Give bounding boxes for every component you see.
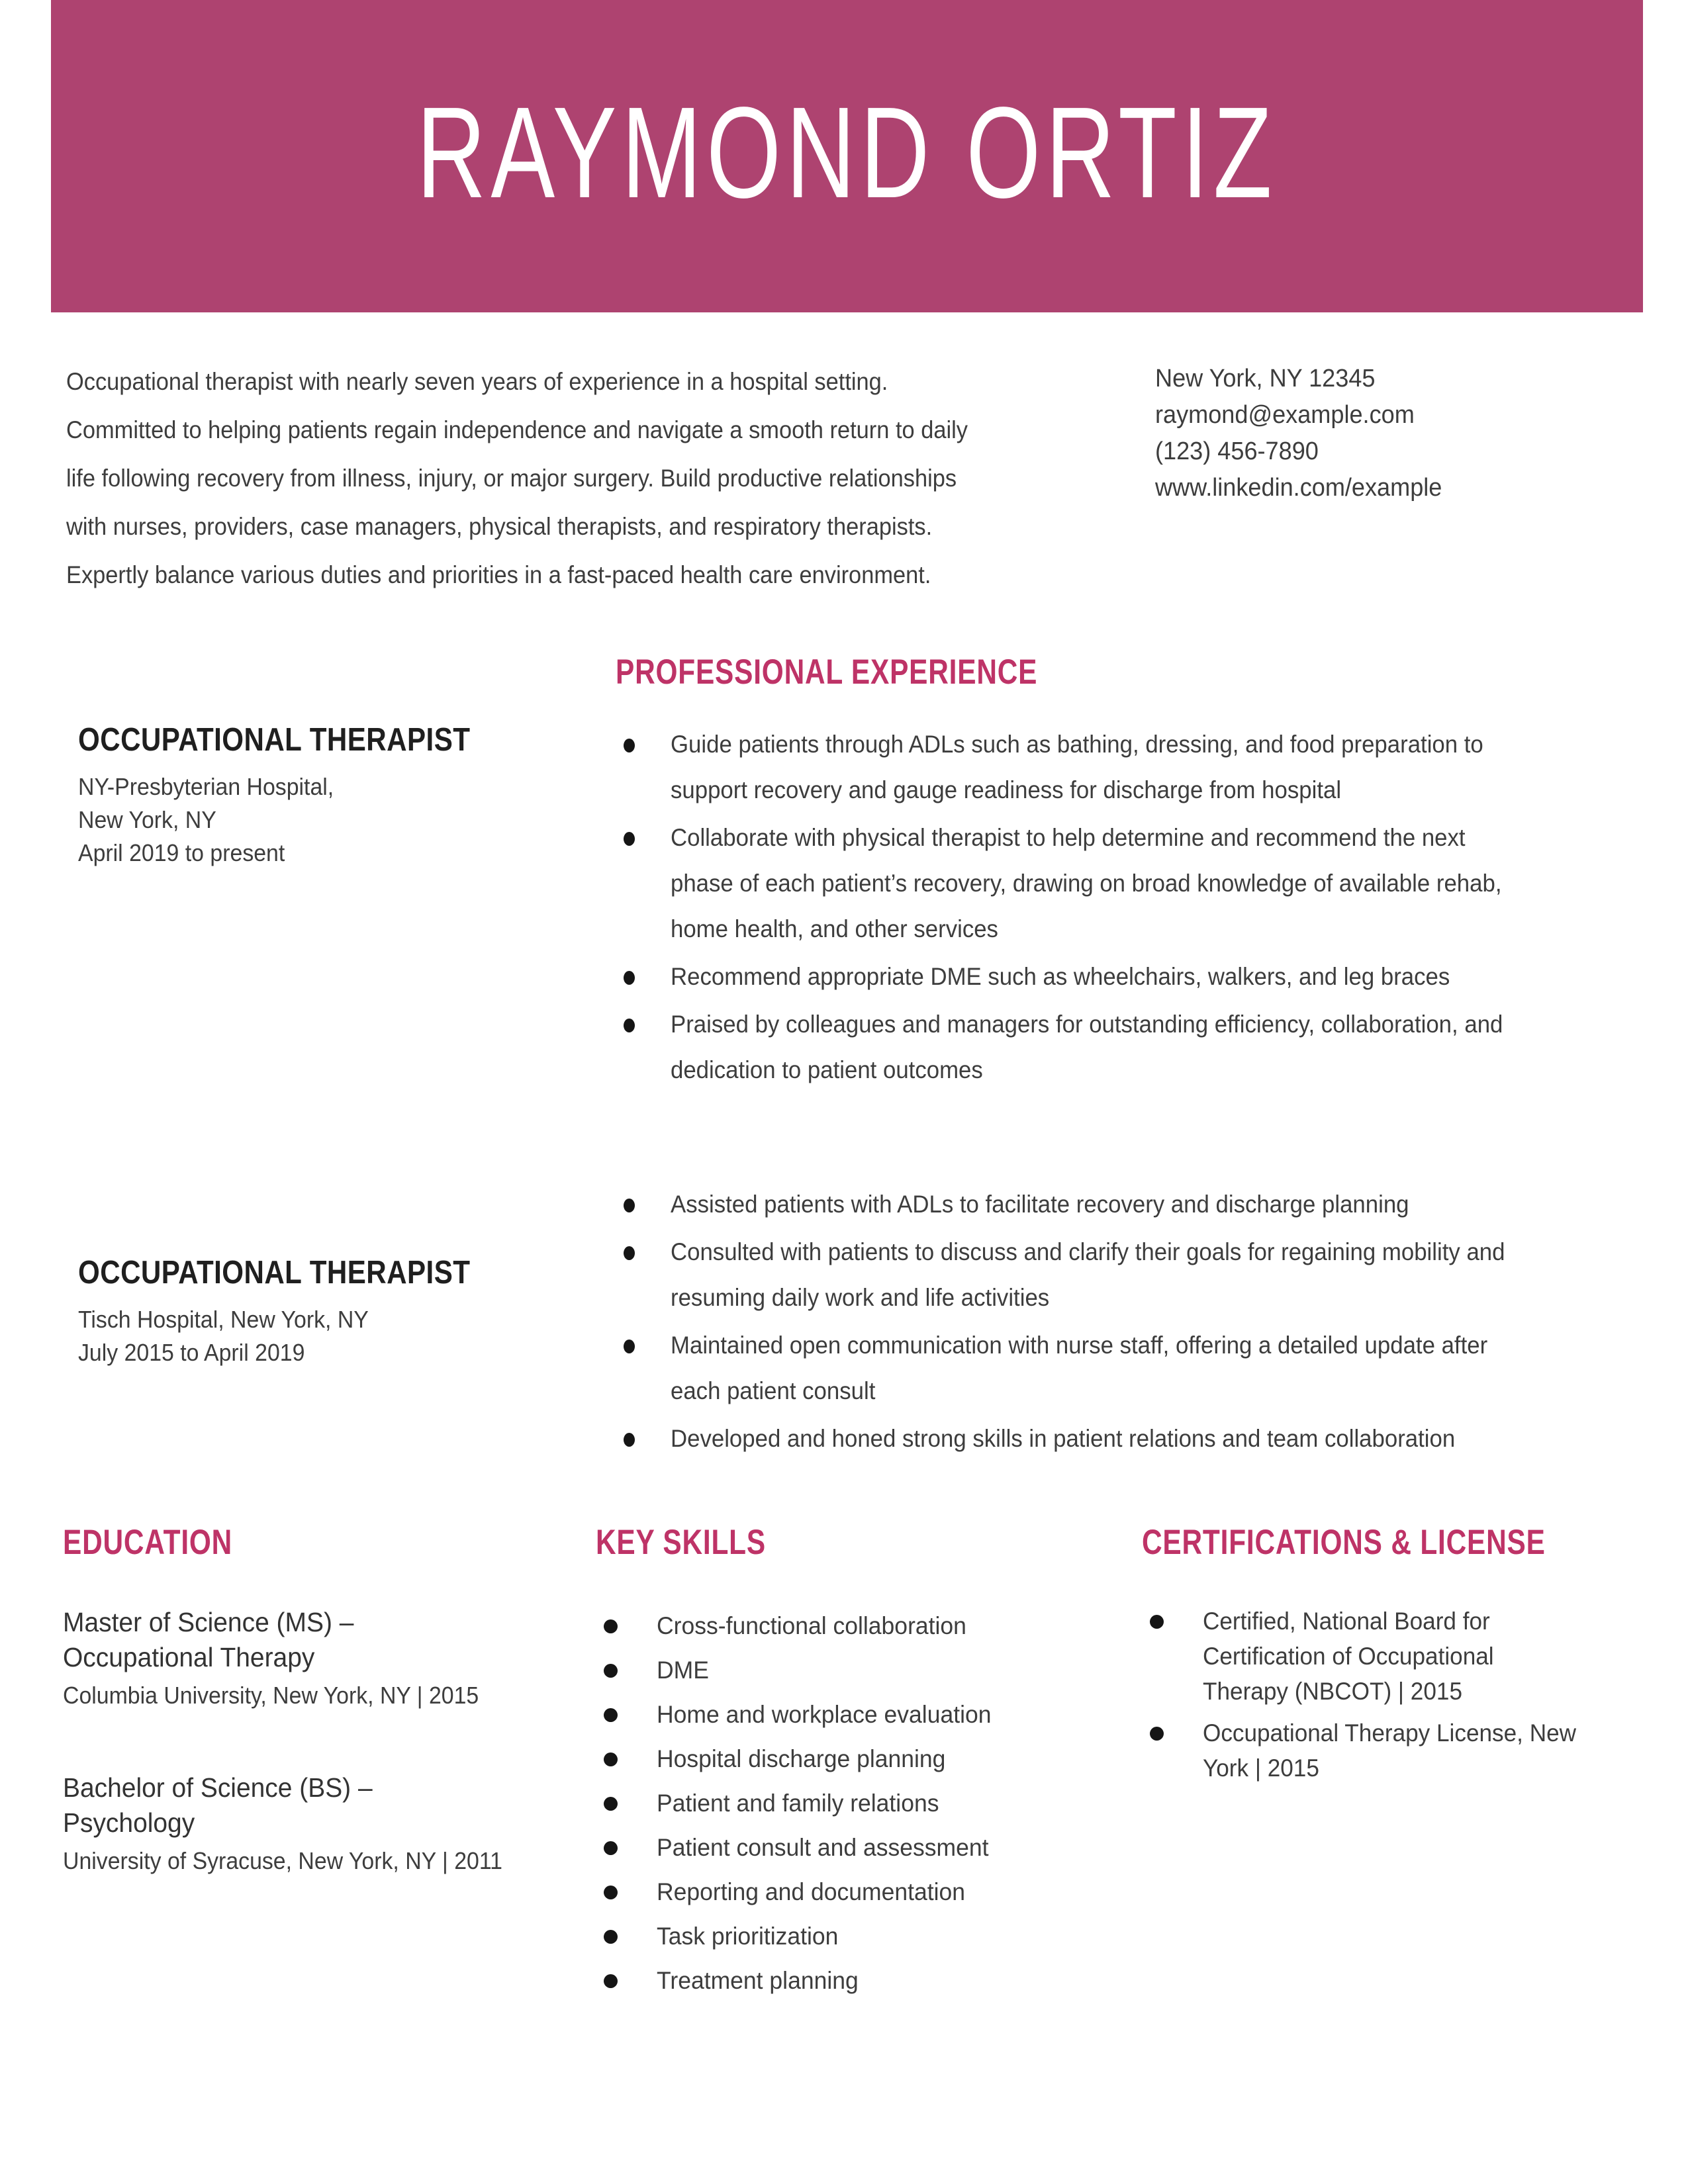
bullet-dot-icon bbox=[604, 1930, 618, 1944]
education-degree-line-1: Bachelor of Science (BS) – bbox=[63, 1772, 373, 1803]
education-school: Columbia University, New York, NY | 2015 bbox=[63, 1682, 479, 1709]
skill-label: Hospital discharge planning bbox=[657, 1745, 946, 1772]
skill-label: Reporting and documentation bbox=[657, 1878, 966, 1905]
skill-label: Task prioritization bbox=[657, 1923, 839, 1950]
list-item bbox=[596, 1914, 1125, 1958]
bullet-text: Recommend appropriate DME such as wheelchairs, walkers, and leg braces bbox=[671, 963, 1450, 990]
bullet-dot-icon bbox=[604, 1797, 618, 1811]
list-item bbox=[596, 1604, 1125, 1648]
summary-line: Occupational therapist with nearly seven years of experience in a hospital setting. bbox=[66, 368, 888, 395]
list-item bbox=[596, 1737, 1125, 1781]
bullet-dot-icon bbox=[604, 1841, 618, 1855]
list-item bbox=[596, 1825, 1125, 1870]
summary-line: with nurses, providers, case managers, physical therapists, and respiratory therapists. bbox=[66, 513, 933, 540]
education-degree-line-2: Psychology bbox=[63, 1807, 195, 1838]
summary-line: Committed to helping patients regain independence and navigate a smooth return to daily bbox=[66, 416, 968, 443]
list-item bbox=[596, 1692, 1125, 1737]
section-heading-professional-experience: PROFESSIONAL EXPERIENCE bbox=[616, 653, 1038, 692]
bullet-list bbox=[616, 1181, 1589, 1461]
section-heading-education: EDUCATION bbox=[63, 1523, 233, 1562]
list-item bbox=[596, 1958, 1125, 2003]
list-item bbox=[616, 815, 1589, 952]
job-title: OCCUPATIONAL THERAPIST bbox=[78, 1255, 471, 1291]
bullet-text: Guide patients through ADLs such as bathing, dressing, and food preparation to support recovery and gauge readiness for discharge from hospital bbox=[671, 731, 1483, 803]
summary-line: life following recovery from illness, injury, or major surgery. Build productive relationships bbox=[66, 465, 957, 492]
bullet-dot-icon bbox=[624, 739, 635, 752]
list-item bbox=[616, 1181, 1589, 1227]
list-item bbox=[1142, 1604, 1625, 1709]
bullet-text: Praised by colleagues and managers for outstanding efficiency, collaboration, and dedication to patient outcomes bbox=[671, 1011, 1503, 1083]
list-item bbox=[616, 1416, 1589, 1461]
header-banner bbox=[51, 0, 1643, 312]
bullet-dot-icon bbox=[624, 1199, 635, 1212]
list-item bbox=[616, 1322, 1589, 1414]
section-heading-certifications: CERTIFICATIONS & LICENSE bbox=[1142, 1523, 1546, 1562]
education-degree-line-1: Master of Science (MS) – bbox=[63, 1607, 354, 1637]
bullet-text: Maintained open communication with nurse staff, offering a detailed update after each patient consult bbox=[671, 1332, 1488, 1404]
certification-line: York | 2015 bbox=[1203, 1754, 1319, 1782]
job-employer-line-2: New York, NY bbox=[78, 806, 216, 833]
list-item bbox=[616, 721, 1589, 813]
job-title: OCCUPATIONAL THERAPIST bbox=[78, 722, 471, 758]
education-entry bbox=[63, 1605, 579, 1712]
bullet-dot-icon bbox=[624, 1340, 635, 1353]
bullet-dot-icon bbox=[624, 832, 635, 846]
list-item bbox=[596, 1781, 1125, 1825]
skill-label: Patient and family relations bbox=[657, 1790, 939, 1817]
experience-meta bbox=[78, 1254, 541, 1369]
summary-line: Expertly balance various duties and priorities in a fast-paced health care environment. bbox=[66, 561, 931, 588]
skill-label: Home and workplace evaluation bbox=[657, 1701, 992, 1728]
list-item bbox=[616, 954, 1589, 999]
contact-linkedin[interactable]: www.linkedin.com/example bbox=[1155, 474, 1442, 502]
bullet-text: Assisted patients with ADLs to facilitate recovery and discharge planning bbox=[671, 1191, 1409, 1218]
bullet-dot-icon bbox=[1150, 1615, 1164, 1629]
certification-line: Therapy (NBCOT) | 2015 bbox=[1203, 1678, 1463, 1705]
list-item bbox=[1142, 1715, 1625, 1786]
bullet-dot-icon bbox=[1150, 1727, 1164, 1741]
job-dates: April 2019 to present bbox=[78, 839, 285, 866]
job-dates: July 2015 to April 2019 bbox=[78, 1339, 305, 1366]
contact-info bbox=[1155, 361, 1618, 506]
candidate-name: RAYMOND ORTIZ bbox=[416, 80, 1278, 225]
skills-section bbox=[596, 1522, 1125, 2003]
list-item bbox=[596, 1870, 1125, 1914]
skill-label: Treatment planning bbox=[657, 1967, 859, 1994]
professional-summary bbox=[66, 357, 1099, 599]
job-employer-line-1: Tisch Hospital, New York, NY bbox=[78, 1306, 369, 1333]
education-section bbox=[63, 1522, 579, 1878]
certifications-list bbox=[1142, 1604, 1625, 1786]
bullet-dot-icon bbox=[624, 1019, 635, 1032]
bullet-text: Collaborate with physical therapist to help determine and recommend the next phase of each patient’s recovery, drawing on broad knowledge of available rehab, home health, and other services bbox=[671, 824, 1502, 942]
bullet-dot-icon bbox=[604, 1708, 618, 1722]
list-item bbox=[616, 1001, 1589, 1093]
experience-bullets bbox=[616, 1181, 1589, 1463]
bullet-list bbox=[616, 721, 1589, 1093]
education-entry bbox=[63, 1770, 579, 1878]
bullet-text: Consulted with patients to discuss and clarify their goals for regaining mobility and resuming daily work and life activities bbox=[671, 1238, 1505, 1311]
contact-email[interactable]: raymond@example.com bbox=[1155, 401, 1415, 429]
section-heading-key-skills: KEY SKILLS bbox=[596, 1523, 766, 1562]
skills-list bbox=[596, 1604, 1125, 2003]
bullet-dot-icon bbox=[604, 1664, 618, 1678]
certification-line: Certified, National Board for bbox=[1203, 1608, 1490, 1635]
bullet-dot-icon bbox=[604, 1974, 618, 1988]
certifications-section bbox=[1142, 1522, 1625, 1792]
certification-line: Certification of Occupational bbox=[1203, 1643, 1494, 1670]
contact-location: New York, NY 12345 bbox=[1155, 365, 1376, 392]
job-employer-line-1: NY-Presbyterian Hospital, bbox=[78, 773, 334, 800]
bullet-dot-icon bbox=[624, 971, 635, 985]
certification-line: Occupational Therapy License, New bbox=[1203, 1719, 1577, 1747]
skill-label: Patient consult and assessment bbox=[657, 1834, 989, 1861]
bullet-dot-icon bbox=[604, 1886, 618, 1899]
list-item bbox=[596, 1648, 1125, 1692]
education-degree-line-2: Occupational Therapy bbox=[63, 1642, 315, 1672]
education-school: University of Syracuse, New York, NY | 2011 bbox=[63, 1847, 502, 1874]
bullet-dot-icon bbox=[604, 1619, 618, 1633]
bullet-dot-icon bbox=[604, 1752, 618, 1766]
contact-phone[interactable]: (123) 456-7890 bbox=[1155, 437, 1319, 465]
experience-meta bbox=[78, 721, 541, 870]
skill-label: Cross-functional collaboration bbox=[657, 1612, 966, 1639]
skill-label: DME bbox=[657, 1657, 709, 1684]
bullet-dot-icon bbox=[624, 1433, 635, 1447]
bullet-text: Developed and honed strong skills in patient relations and team collaboration bbox=[671, 1425, 1456, 1452]
experience-bullets bbox=[616, 721, 1589, 1095]
list-item bbox=[616, 1229, 1589, 1320]
bullet-dot-icon bbox=[624, 1246, 635, 1260]
